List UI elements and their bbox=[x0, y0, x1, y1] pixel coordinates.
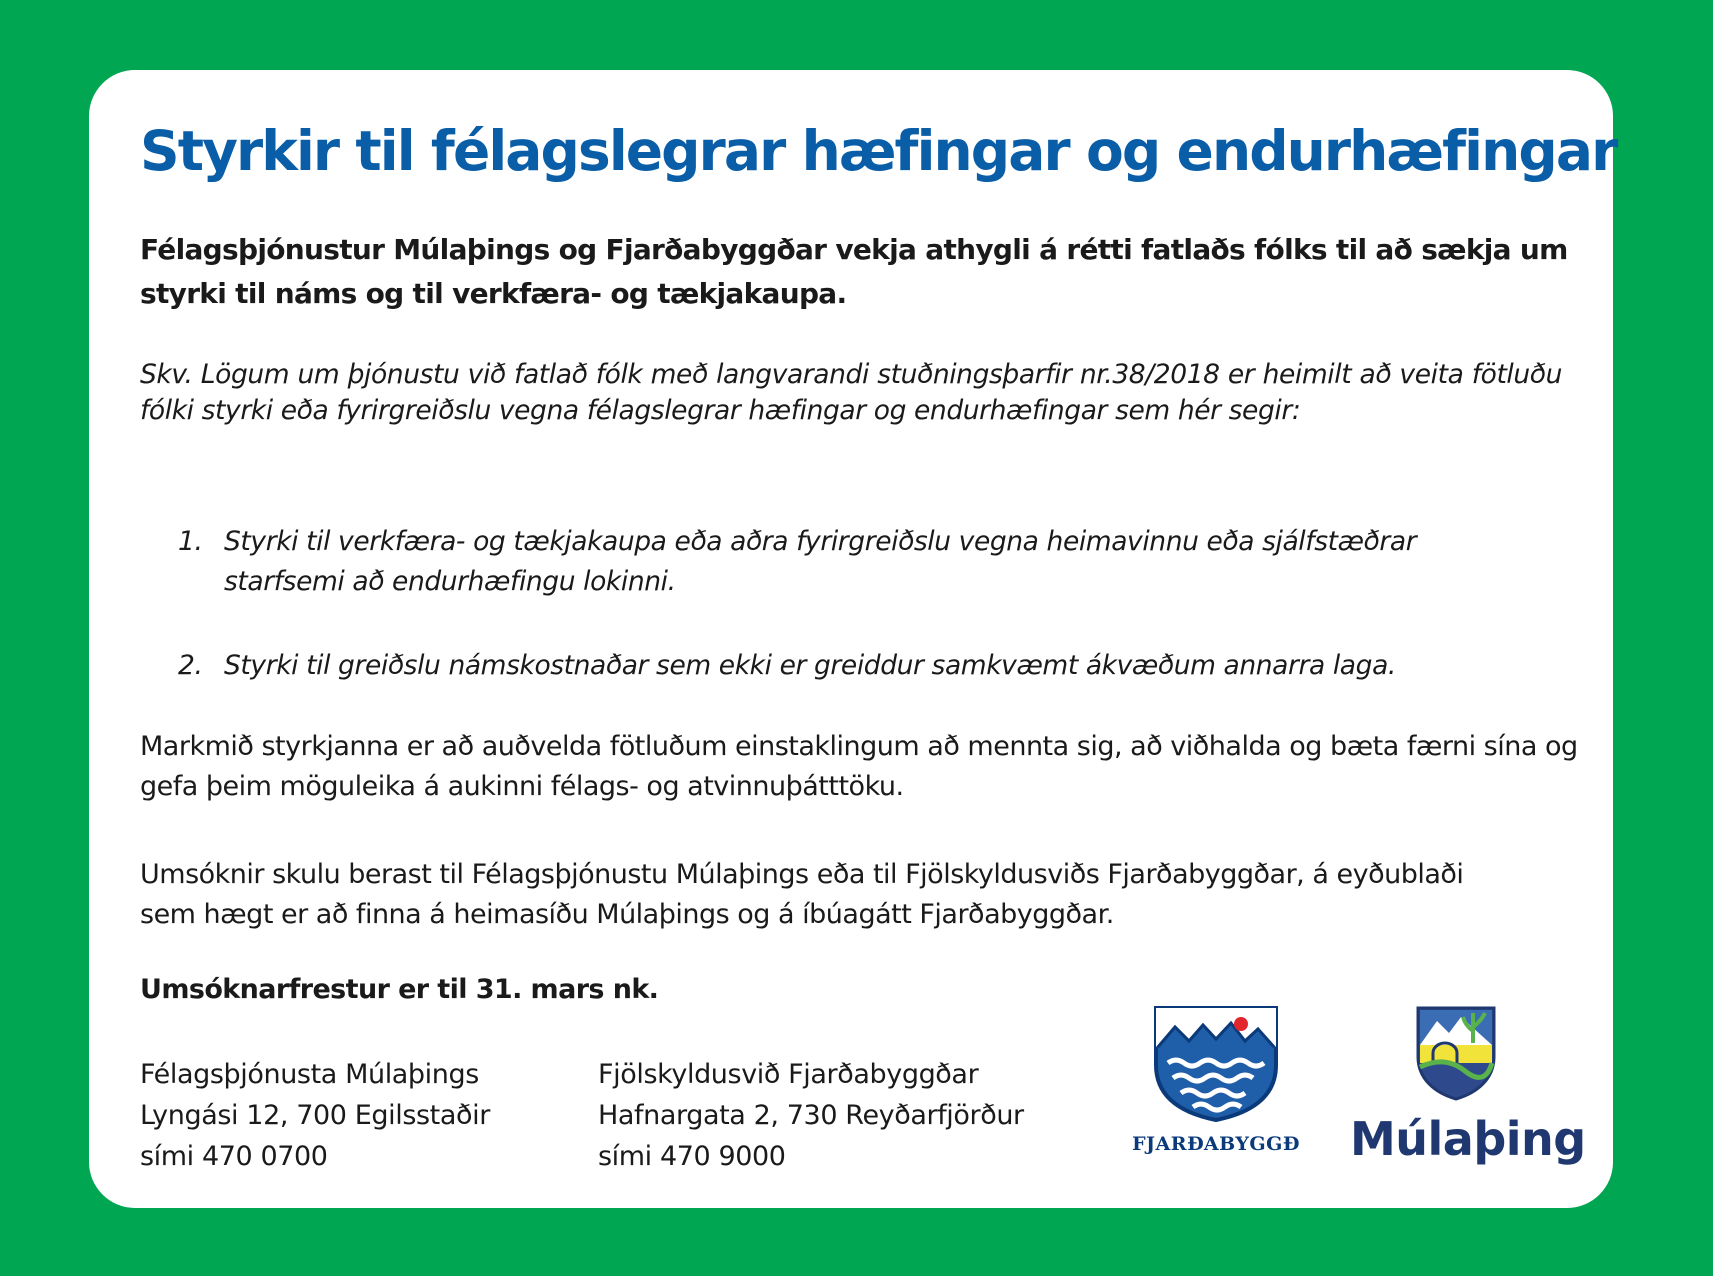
lead-paragraph: Félagsþjónustur Múlaþings og Fjarðabyggðar vekja athygli á rétti fatlaðs fólks til að sækja um styrki til náms og til verkfæra- og tækjakaupa. bbox=[140, 233, 1568, 310]
list-text: Styrki til greiðslu námskostnaðar sem ekki er greiddur samkvæmt ákvæðum annarra laga. bbox=[224, 650, 1396, 681]
mulathing-logo-text: Múlaþing bbox=[1350, 1112, 1586, 1166]
intro-paragraph: Skv. Lögum um þjónustu við fatlað fólk með langvarandi stuðningsþarfir nr.38/2018 er heimilt að veita fötluðu fólki styrki eða fyrirgreiðslu vegna félagslegrar hæfingar og endurhæfingar sem hér segir: bbox=[140, 359, 1562, 426]
list-number: 2. bbox=[178, 650, 203, 681]
contact-mulathing bbox=[140, 1054, 490, 1177]
mulathing-crest-icon bbox=[1415, 1005, 1497, 1101]
list-number: 1. bbox=[178, 526, 203, 557]
fjardabyggd-crest-icon bbox=[1153, 1005, 1279, 1122]
contact-name: Fjölskyldusvið Fjarðabyggðar bbox=[598, 1059, 979, 1090]
list-item bbox=[178, 646, 1578, 686]
contact-phone: sími 470 9000 bbox=[598, 1141, 786, 1172]
fjardabyggd-logo-text: FJARÐABYGGÐ bbox=[1132, 1133, 1300, 1155]
purpose-paragraph: Markmið styrkjanna er að auðvelda fötluðum einstaklingum að mennta sig, að viðhalda og bæta færni sína og gefa þeim möguleika á aukinni félags- og atvinnuþátttöku. bbox=[140, 731, 1578, 802]
page-title: Styrkir til félagslegrar hæfingar og endurhæfingar bbox=[140, 119, 1617, 183]
list-item bbox=[178, 522, 1578, 602]
contact-phone: sími 470 0700 bbox=[140, 1141, 328, 1172]
contact-fjardabyggd bbox=[598, 1054, 1024, 1177]
contact-address: Hafnargata 2, 730 Reyðarfjörður bbox=[598, 1100, 1024, 1131]
deadline-text: Umsóknarfrestur er til 31. mars nk. bbox=[140, 974, 659, 1005]
contact-name: Félagsþjónusta Múlaþings bbox=[140, 1059, 479, 1090]
contact-address: Lyngási 12, 700 Egilsstaðir bbox=[140, 1100, 490, 1131]
list-text: Styrki til verkfæra- og tækjakaupa eða aðra fyrirgreiðslu vegna heimavinnu eða sjálfstæðrar starfsemi að endurhæfingu lokinni. bbox=[224, 526, 1417, 597]
apply-paragraph: Umsóknir skulu berast til Félagsþjónustu Múlaþings eða til Fjölskyldusviðs Fjarðabyggðar, á eyðublaði sem hægt er að finna á heimasíðu Múlaþings og á íbúagátt Fjarðabyggðar. bbox=[140, 859, 1464, 930]
